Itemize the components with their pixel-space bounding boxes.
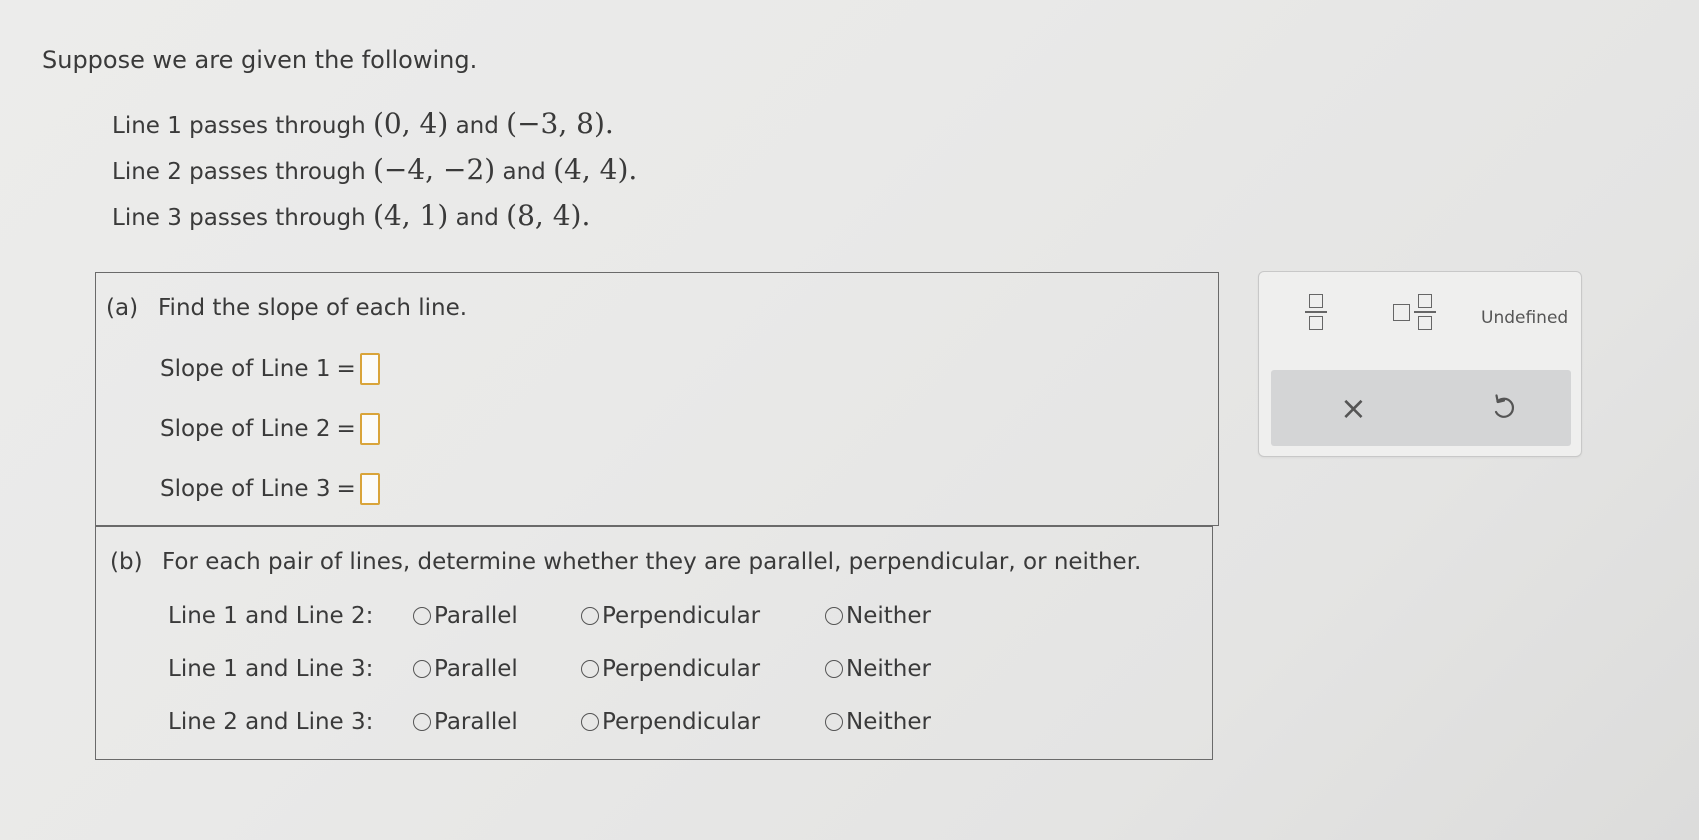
radio-icon[interactable] bbox=[413, 713, 431, 731]
fraction-template-icon bbox=[1309, 294, 1323, 308]
option-neither[interactable] bbox=[825, 656, 931, 682]
equals-sign: = bbox=[336, 416, 356, 442]
radio-icon[interactable] bbox=[413, 660, 431, 678]
pair-row-line-1-line-2 bbox=[168, 603, 1168, 635]
undo-icon[interactable] bbox=[1487, 390, 1521, 424]
option-label: Parallel bbox=[434, 709, 518, 735]
conjunction: and bbox=[455, 205, 499, 231]
pair-row-line-2-line-3 bbox=[168, 709, 1168, 741]
option-parallel[interactable] bbox=[413, 656, 518, 682]
mixed-number-fraction bbox=[1414, 294, 1436, 330]
option-label: Perpendicular bbox=[602, 603, 761, 629]
part-a-title bbox=[106, 295, 467, 321]
option-label: Neither bbox=[846, 709, 931, 735]
option-label: Parallel bbox=[434, 656, 518, 682]
radio-icon[interactable] bbox=[825, 660, 843, 678]
conjunction: and bbox=[502, 159, 546, 185]
option-parallel[interactable] bbox=[413, 709, 518, 735]
slope-line-3-input[interactable] bbox=[360, 473, 380, 505]
equals-sign: = bbox=[336, 476, 356, 502]
slope-line-2-input[interactable] bbox=[360, 413, 380, 445]
period: . bbox=[604, 107, 614, 140]
mixed-number-template-button[interactable] bbox=[1393, 294, 1436, 330]
period: . bbox=[628, 153, 638, 186]
given-lines bbox=[112, 102, 637, 240]
given-line-text: Line 2 passes through bbox=[112, 159, 366, 185]
option-neither[interactable] bbox=[825, 603, 931, 629]
problem-intro: Suppose we are given the following. bbox=[42, 46, 478, 74]
part-b-panel bbox=[95, 526, 1213, 760]
radio-icon[interactable] bbox=[825, 607, 843, 625]
mixed-number-template-icon bbox=[1393, 304, 1410, 321]
fraction-template-icon bbox=[1309, 316, 1323, 330]
pair-label: Line 1 and Line 2: bbox=[168, 603, 374, 629]
math-keypad bbox=[1258, 271, 1582, 457]
pair-label: Line 2 and Line 3: bbox=[168, 709, 374, 735]
option-parallel[interactable] bbox=[413, 603, 518, 629]
slope-row-line-2 bbox=[160, 413, 380, 445]
radio-icon[interactable] bbox=[581, 713, 599, 731]
slope-label: Slope of Line 3 bbox=[160, 476, 331, 502]
option-label: Parallel bbox=[434, 603, 518, 629]
equals-sign: = bbox=[336, 356, 356, 382]
given-line-text: Line 3 passes through bbox=[112, 205, 366, 231]
conjunction: and bbox=[455, 113, 499, 139]
pair-row-line-1-line-3 bbox=[168, 656, 1168, 688]
point: (4, 4) bbox=[553, 153, 629, 186]
slope-row-line-3 bbox=[160, 473, 380, 505]
point: (−3, 8) bbox=[506, 107, 605, 140]
point: (0, 4) bbox=[372, 107, 449, 140]
part-title-text: Find the slope of each line. bbox=[158, 295, 468, 321]
option-neither[interactable] bbox=[825, 709, 931, 735]
option-perpendicular[interactable] bbox=[581, 709, 760, 735]
option-label: Neither bbox=[846, 603, 931, 629]
slope-label: Slope of Line 2 bbox=[160, 416, 331, 442]
given-line-3 bbox=[112, 194, 637, 240]
option-perpendicular[interactable] bbox=[581, 656, 760, 682]
option-label: Perpendicular bbox=[602, 709, 761, 735]
given-line-1 bbox=[112, 102, 637, 148]
undefined-button[interactable]: Undefined bbox=[1481, 308, 1569, 328]
radio-icon[interactable] bbox=[413, 607, 431, 625]
slope-label: Slope of Line 1 bbox=[160, 356, 331, 382]
radio-icon[interactable] bbox=[581, 607, 599, 625]
pair-label: Line 1 and Line 3: bbox=[168, 656, 374, 682]
given-line-2 bbox=[112, 148, 637, 194]
slope-row-line-1 bbox=[160, 353, 380, 385]
part-b-title bbox=[110, 549, 1141, 575]
point: (−4, −2) bbox=[372, 153, 496, 186]
fraction-bar bbox=[1305, 311, 1327, 313]
part-letter: (a) bbox=[106, 295, 139, 321]
period: . bbox=[581, 199, 591, 232]
point: (4, 1) bbox=[372, 199, 449, 232]
given-line-text: Line 1 passes through bbox=[112, 113, 366, 139]
part-title-text: For each pair of lines, determine whether they are parallel, perpendicular, or neither. bbox=[162, 549, 1142, 575]
close-icon[interactable]: × bbox=[1340, 389, 1367, 427]
radio-icon[interactable] bbox=[825, 713, 843, 731]
point: (8, 4) bbox=[506, 199, 582, 232]
part-a-panel bbox=[95, 272, 1219, 526]
slope-line-1-input[interactable] bbox=[360, 353, 380, 385]
part-letter: (b) bbox=[110, 549, 143, 575]
option-label: Neither bbox=[846, 656, 931, 682]
radio-icon[interactable] bbox=[581, 660, 599, 678]
option-label: Perpendicular bbox=[602, 656, 761, 682]
option-perpendicular[interactable] bbox=[581, 603, 760, 629]
keypad-action-bar bbox=[1271, 370, 1571, 446]
fraction-template-button[interactable] bbox=[1305, 294, 1327, 330]
